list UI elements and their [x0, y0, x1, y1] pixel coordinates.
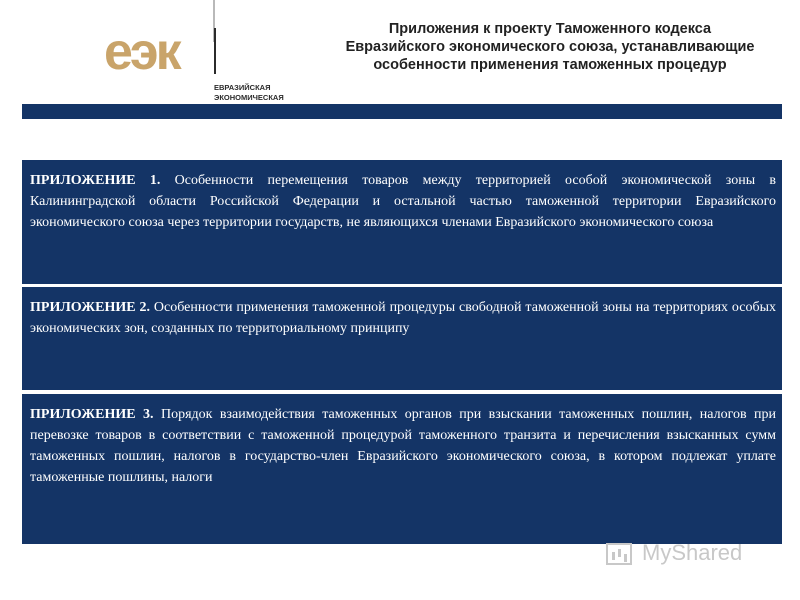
eek-logo	[104, 23, 304, 102]
appendix-text: Особенности перемещения товаров между территорией особой экономической зоны в Калининградской области Российской Федерации и остальной частью таможенной территории Евразийского экономического союза через территории государств, не являющихся членами Евразийского экономического союза	[30, 173, 777, 230]
page-title-line: Евразийского экономического союза, устанавливающие	[345, 39, 755, 55]
appendix-text: Особенности применения таможенной процедуры свободной таможенной зоны на территориях особых экономических зон, созданных по территориальному принципу	[30, 300, 777, 336]
appendix-text: Порядок взаимодействия таможенных органов при взыскании таможенных пошлин, налогов при перевозке товаров в соответствии с таможенной процедурой таможенного транзита и перечисления взысканных сумм таможенных пошлин, налогов в государство-член Евразийского экономического союза, в котором подлежат уплате таможенные пошлины, налоги	[30, 407, 777, 485]
appendix-label: ПРИЛОЖЕНИЕ 2.	[30, 300, 150, 315]
page-title	[300, 20, 800, 74]
logo-caption-line: ЭКОНОМИЧЕСКАЯ	[214, 93, 284, 102]
watermark-text: MyShared	[642, 540, 743, 565]
watermark	[606, 540, 766, 570]
appendix-panel-2	[22, 287, 782, 390]
appendix-label: ПРИЛОЖЕНИЕ 1.	[30, 173, 161, 188]
presentation-chart-icon	[606, 543, 632, 565]
appendix-panel-3	[22, 394, 782, 544]
page-title-line: особенности применения таможенных процедур	[373, 57, 727, 73]
header-bar	[22, 104, 782, 119]
panel-separator	[22, 391, 782, 393]
logo-divider	[214, 28, 216, 74]
logo-caption-line: ЕВРАЗИЙСКАЯ	[214, 83, 271, 92]
appendix-label: ПРИЛОЖЕНИЕ 3.	[30, 407, 154, 422]
logo-mark: еэк	[104, 23, 179, 81]
page-title-line: Приложения к проекту Таможенного кодекса	[388, 21, 712, 37]
appendix-panel-1	[22, 160, 782, 284]
